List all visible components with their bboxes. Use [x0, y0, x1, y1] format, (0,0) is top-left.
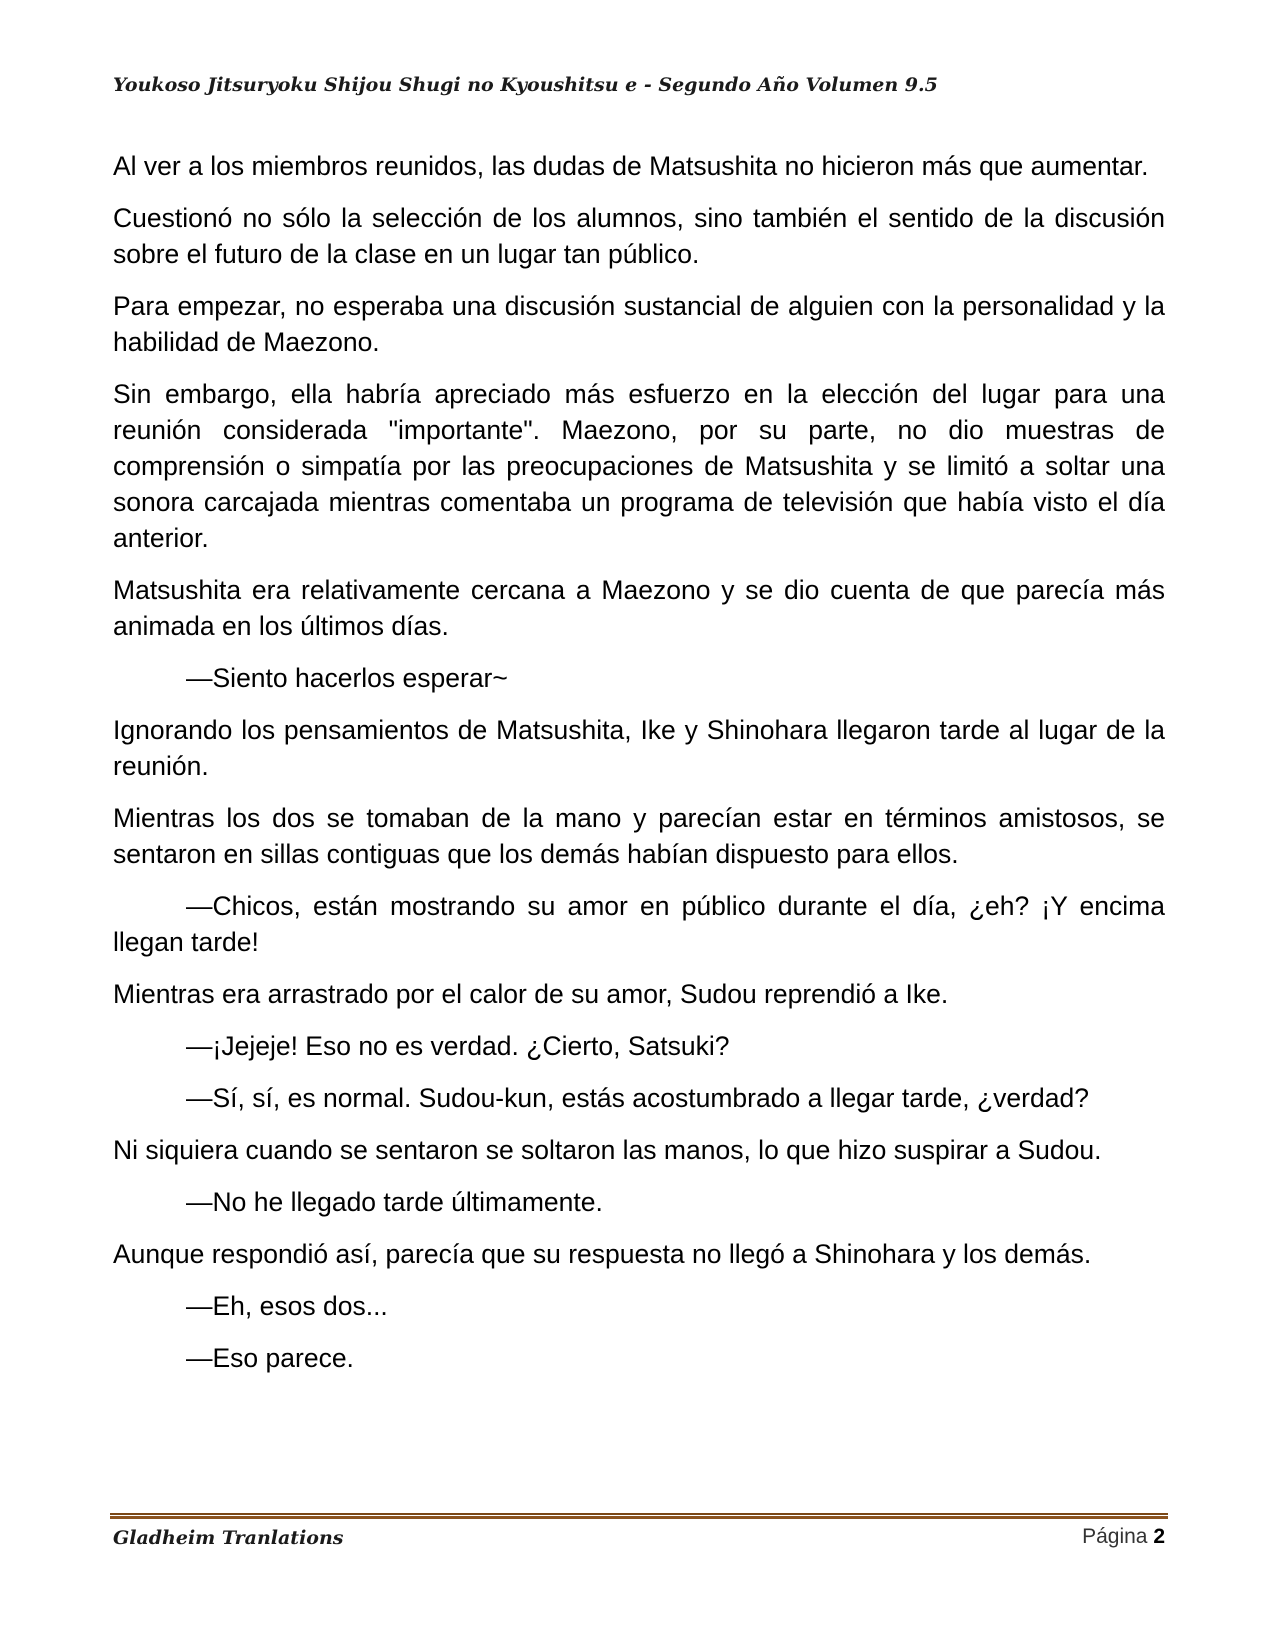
paragraph: Cuestionó no sólo la selección de los alumnos, sino también el sentido de la discusión sobre el futuro de la clase en un lugar tan público.	[113, 203, 1165, 269]
page-number: 2	[1153, 1525, 1165, 1548]
paragraph: Para empezar, no esperaba una discusión sustancial de alguien con la personalidad y la habilidad de Maezono.	[113, 291, 1165, 357]
dialogue-line: —No he llegado tarde últimamente.	[186, 1187, 603, 1217]
paragraph: Al ver a los miembros reunidos, las dudas de Matsushita no hicieron más que aumentar.	[113, 151, 1149, 181]
paragraph: Ignorando los pensamientos de Matsushita, Ike y Shinohara llegaron tarde al lugar de la reunión.	[113, 715, 1165, 781]
paragraph: Mientras los dos se tomaban de la mano y parecían estar en términos amistosos, se sentaron en sillas contiguas que los demás habían dispuesto para ellos.	[113, 803, 1165, 869]
page-header-title: Youkoso Jitsuryoku Shijou Shugi no Kyoushitsu e - Segundo Año Volumen 9.5	[113, 74, 938, 96]
dialogue-line: —Siento hacerlos esperar~	[186, 663, 508, 693]
dialogue-line: —Eh, esos dos...	[186, 1291, 388, 1321]
footer-credit: Gladheim Tranlations	[113, 1527, 344, 1549]
footer-divider	[110, 1513, 1168, 1519]
dialogue-line: —¡Jejeje! Eso no es verdad. ¿Cierto, Satsuki?	[186, 1031, 730, 1061]
paragraph: Ni siquiera cuando se sentaron se soltaron las manos, lo que hizo suspirar a Sudou.	[113, 1135, 1102, 1165]
paragraph: Matsushita era relativamente cercana a Maezono y se dio cuenta de que parecía más animada en los últimos días.	[113, 575, 1165, 641]
dialogue-line: —Sí, sí, es normal. Sudou-kun, estás acostumbrado a llegar tarde, ¿verdad?	[186, 1083, 1089, 1113]
paragraph: Sin embargo, ella habría apreciado más esfuerzo en la elección del lugar para una reunión considerada "importante". Maezono, por su parte, no dio muestras de comprensión o simpatía por las preocupaciones de Matsushita y se limitó a soltar una sonora carcajada mientras comentaba un programa de televisión que había visto el día anterior.	[113, 379, 1165, 553]
paragraph: Mientras era arrastrado por el calor de su amor, Sudou reprendió a Ike.	[113, 979, 949, 1009]
dialogue-line: —Chicos, están mostrando su amor en público durante el día, ¿eh? ¡Y encima llegan tarde!	[113, 891, 1165, 957]
footer-divider-line-bottom	[110, 1516, 1168, 1519]
page-label: Página	[1082, 1525, 1148, 1548]
dialogue-line: —Eso parece.	[186, 1343, 354, 1373]
page-indicator	[1082, 1525, 1165, 1549]
paragraph: Aunque respondió así, parecía que su respuesta no llegó a Shinohara y los demás.	[113, 1239, 1092, 1269]
footer-divider-line-top	[110, 1513, 1168, 1515]
document-body	[113, 148, 1165, 1392]
